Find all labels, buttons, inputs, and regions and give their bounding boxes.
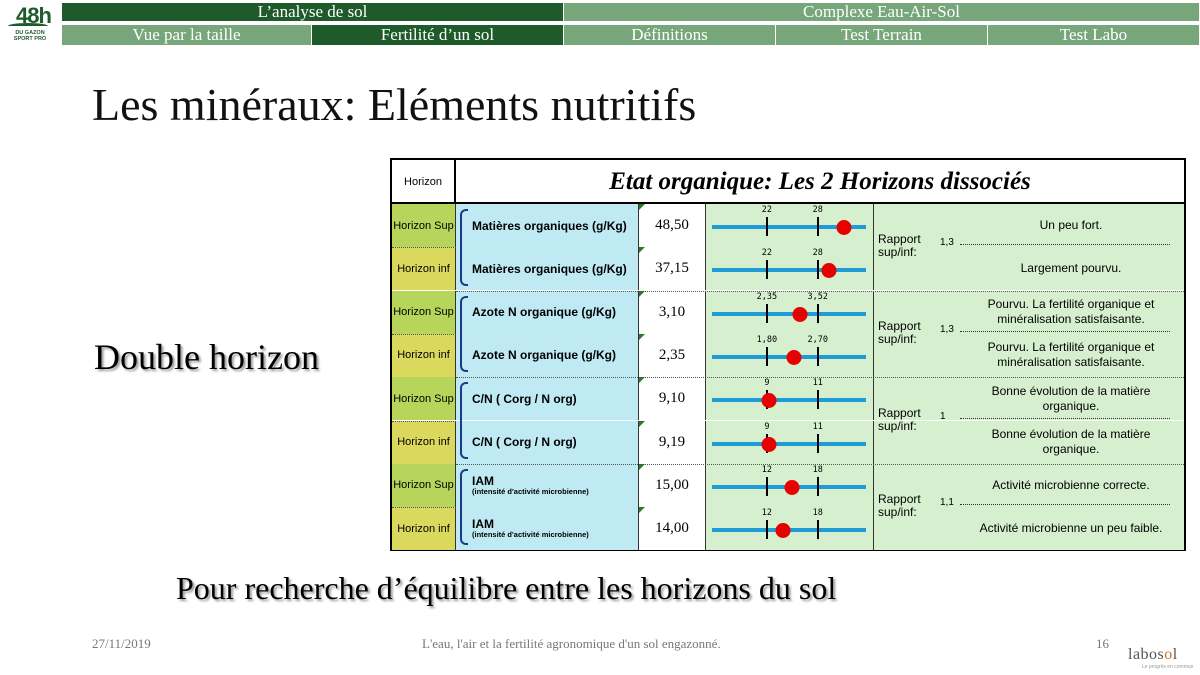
comment-text: Bonne évolution de la matière organique.	[991, 383, 1151, 413]
gauge-value-dot	[786, 350, 801, 365]
nav-top-row	[62, 3, 1200, 21]
gauge-label-high: 18	[812, 508, 823, 519]
comment-text: Pourvu. La fertilité organique et minéralisation satisfaisante.	[987, 297, 1155, 327]
gauge-cell	[706, 291, 874, 334]
rapport-label: Rapport sup/inf:	[878, 492, 921, 520]
parameter-value-text: 9,19	[658, 433, 686, 450]
comment-text: Activité microbienne correcte.	[992, 477, 1150, 492]
table-header	[392, 160, 1184, 204]
comment-text: Activité microbienne un peu faible.	[979, 521, 1163, 536]
nav-complexe-eau-air-sol[interactable]: Complexe Eau-Air-Sol	[564, 3, 1200, 21]
group-brace-icon	[460, 296, 468, 373]
parameter-name-main: Matières organiques (g/Kg)	[472, 261, 627, 276]
gauge-label-high: 28	[812, 205, 823, 215]
gauge-label-low: 1,80	[756, 334, 778, 345]
parameter-value	[638, 464, 706, 507]
gauge-value-dot	[785, 480, 800, 495]
parameter-name-main: C/N ( Corg / N org)	[472, 435, 577, 449]
gauge-label-low: 9	[764, 378, 770, 389]
nav-test-labo[interactable]: Test Labo	[988, 25, 1200, 45]
labosol-tagline: Le progrès en commun	[1142, 664, 1194, 670]
gauge-label-high: 11	[812, 378, 823, 389]
parameter-value	[638, 291, 706, 334]
table-row	[392, 464, 1184, 507]
rapport-label: Rapport sup/inf:	[878, 318, 921, 346]
gauge-label-high: 11	[812, 421, 823, 432]
comment-text: Largement pourvu.	[1020, 261, 1122, 276]
gauge-cell	[706, 421, 874, 464]
gauge-tick-high	[817, 520, 819, 539]
comment-text: Bonne évolution de la matière organique.	[991, 427, 1151, 456]
parameter-value	[638, 377, 706, 420]
gauge-label-low: 9	[764, 421, 770, 432]
parameter-name-detail: (intensité d'activité microbienne)	[472, 486, 589, 496]
horizon-cell: Horizon inf	[392, 507, 456, 550]
table-row	[392, 334, 1184, 377]
gauge-cell	[706, 204, 874, 247]
parameter-value	[638, 334, 706, 377]
labosol-accent: o	[1164, 646, 1173, 663]
gauge-label-low: 2,35	[756, 291, 778, 302]
parameter-name-main: Azote N organique (g/Kg)	[472, 305, 616, 320]
parameter-name	[456, 334, 638, 377]
gauge-value-dot	[775, 523, 790, 538]
parameter-value	[638, 421, 706, 464]
gauge-value-dot	[761, 393, 776, 408]
logo-subtitle: DU GAZON SPORT PRO	[13, 30, 47, 42]
parameter-name	[456, 464, 638, 507]
group-brace-icon	[460, 469, 468, 546]
ratio-leader-line	[960, 418, 1170, 419]
gauge-cell	[706, 247, 874, 290]
horizon-cell: Horizon Sup	[392, 204, 456, 247]
parameter-name-main: Matières organiques (g/Kg)	[472, 218, 627, 233]
cell-marker-icon	[639, 204, 645, 210]
gauge-label-high: 3,52	[807, 291, 828, 302]
row-separator	[392, 247, 456, 248]
header-horizon: Horizon	[392, 160, 456, 204]
gauge-line	[712, 268, 866, 272]
group-separator	[456, 464, 1184, 465]
parameter-value-text: 14,00	[655, 520, 689, 537]
parameter-name-main: IAM	[472, 517, 494, 532]
table-row	[392, 507, 1184, 550]
gauge-label-low: 22	[761, 205, 773, 215]
gauge-tick-low	[766, 304, 768, 323]
gauge-tick-high	[817, 304, 819, 323]
table-row	[392, 291, 1184, 334]
parameter-value	[638, 247, 706, 290]
gauge-cell	[706, 507, 874, 550]
gauge-tick-low	[766, 260, 768, 279]
gauge-cell	[706, 334, 874, 377]
gauge-label-high: 28	[812, 248, 823, 259]
gauge-tick-low	[766, 520, 768, 539]
parameter-name-main: IAM	[472, 473, 494, 488]
parameter-name	[456, 291, 638, 334]
parameter-name-main: Azote N organique (g/Kg)	[472, 348, 616, 363]
gauge-tick-high	[817, 477, 819, 496]
nav-bottom-row	[62, 25, 1200, 45]
gauge-label-high: 18	[812, 464, 823, 475]
footer-page-number: 16	[1096, 636, 1109, 651]
logo-48h	[6, 3, 50, 43]
parameter-name	[456, 507, 638, 550]
gauge-line	[712, 442, 866, 446]
ratio-value: 1,3	[940, 237, 954, 249]
organic-state-table	[390, 158, 1186, 551]
cell-marker-icon	[639, 247, 645, 253]
group-separator	[456, 377, 1184, 378]
cell-marker-icon	[639, 507, 645, 513]
gauge-value-dot	[837, 220, 852, 235]
parameter-value	[638, 507, 706, 550]
logo-number: 48h	[16, 3, 51, 28]
table-row	[392, 204, 1184, 247]
gauge-tick-high	[817, 217, 819, 236]
logo-swoosh-icon	[8, 23, 48, 29]
ratio-value: 1	[940, 410, 946, 422]
footer-text: L'eau, l'air et la fertilité agronomique d'un sol engazonné.	[422, 636, 721, 651]
bottom-caption: Pour recherche d’équilibre entre les horizons du sol	[176, 570, 837, 606]
comment-text: Pourvu. La fertilité organique et minéralisation satisfaisante.	[987, 340, 1155, 370]
cell-marker-icon	[639, 421, 645, 427]
rapport-label: Rapport sup/inf:	[878, 405, 921, 433]
cell-marker-icon	[639, 334, 645, 340]
parameter-name-main: C/N ( Corg / N org)	[472, 391, 577, 406]
nav-fertilite-sol[interactable]: Fertilité d’un sol	[312, 25, 564, 45]
parameter-name-detail: (intensité d'activité microbienne)	[472, 530, 589, 540]
gauge-label-high: 2,70	[807, 334, 828, 345]
table-row	[392, 421, 1184, 464]
parameter-name	[456, 377, 638, 420]
parameter-value-text: 2,35	[658, 346, 686, 363]
gauge-value-dot	[792, 307, 807, 322]
parameter-name	[456, 421, 638, 464]
ratio-leader-line	[960, 504, 1170, 505]
gauge-value-dot	[822, 263, 837, 278]
parameter-value	[638, 204, 706, 247]
ratio-leader-line	[960, 244, 1170, 245]
group-separator	[456, 291, 1184, 292]
gauge-tick-high	[817, 260, 819, 279]
gauge-cell	[706, 377, 874, 420]
rapport-label: Rapport sup/inf:	[878, 232, 921, 260]
gauge-tick-high	[817, 347, 819, 366]
row-separator	[392, 334, 456, 335]
parameter-value-text: 3,10	[658, 303, 686, 320]
horizon-cell: Horizon inf	[392, 421, 456, 464]
footer-date: 27/11/2019	[92, 636, 151, 651]
horizon-cell: Horizon inf	[392, 247, 456, 290]
group-brace-icon	[460, 382, 468, 459]
parameter-name	[456, 204, 638, 247]
gauge-line	[712, 312, 866, 316]
ratio-value: 1,3	[940, 323, 954, 335]
comment-text: Un peu fort.	[1039, 218, 1103, 232]
labosol-logo: labosol	[1128, 646, 1178, 663]
parameter-name	[456, 247, 638, 290]
gauge-tick-high	[817, 434, 819, 453]
horizon-cell: Horizon Sup	[392, 291, 456, 334]
gauge-cell	[706, 464, 874, 507]
gauge-tick-low	[766, 347, 768, 366]
table-row	[392, 377, 1184, 420]
row-separator	[392, 507, 456, 508]
header-title: Etat organique: Les 2 Horizons dissociés	[609, 168, 1031, 195]
nav-analyse-sol[interactable]: L’analyse de sol	[62, 3, 564, 21]
gauge-label-low: 12	[761, 464, 773, 475]
gauge-tick-low	[766, 217, 768, 236]
ratio-leader-line	[960, 331, 1170, 332]
parameter-value-text: 37,15	[655, 260, 689, 277]
horizon-cell: Horizon Sup	[392, 464, 456, 507]
gauge-label-low: 22	[761, 248, 773, 259]
nav-test-terrain[interactable]: Test Terrain	[776, 25, 988, 45]
gauge-tick-low	[766, 477, 768, 496]
group-brace-icon	[460, 209, 468, 286]
parameter-value-text: 15,00	[655, 476, 689, 493]
table-row	[392, 247, 1184, 290]
parameter-value-text: 48,50	[655, 217, 689, 233]
gauge-line	[712, 398, 866, 402]
gauge-tick-high	[817, 390, 819, 409]
gauge-value-dot	[761, 437, 776, 452]
horizon-cell: Horizon Sup	[392, 377, 456, 420]
slide-title: Les minéraux: Eléments nutritifs	[92, 79, 697, 130]
double-horizon-label: Double horizon	[94, 337, 319, 377]
gauge-label-low: 12	[761, 508, 773, 519]
nav-definitions[interactable]: Définitions	[564, 25, 776, 45]
ratio-value: 1,1	[940, 497, 954, 509]
horizon-cell: Horizon inf	[392, 334, 456, 377]
parameter-value-text: 9,10	[658, 390, 686, 407]
nav-vue-taille[interactable]: Vue par la taille	[62, 25, 312, 45]
row-separator	[392, 421, 456, 422]
